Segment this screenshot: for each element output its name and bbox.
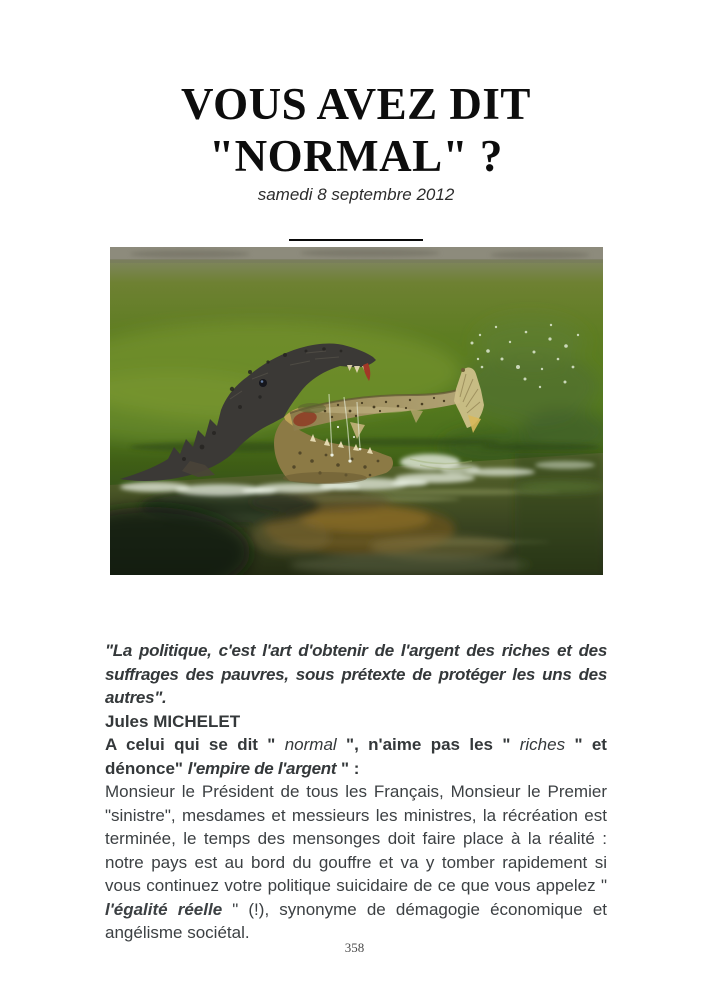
quote-paragraph [105, 639, 607, 710]
article-body [105, 639, 607, 945]
title-line-1: VOUS AVEZ DIT [181, 79, 531, 129]
address-word-empire: l'empire de l'argent [187, 758, 337, 778]
address-paragraph [105, 733, 607, 780]
crocodile-fish-photo [110, 247, 603, 575]
title-line-2: "NORMAL" ? [209, 131, 503, 181]
address-seg-3: ", n'aime pas les " [336, 735, 520, 754]
quote-author: Jules MICHELET [105, 711, 241, 731]
address-word-normal: normal [284, 735, 337, 754]
page-title [105, 78, 607, 182]
address-word-riches: riches [519, 735, 566, 754]
main-paragraph-part-1: Monsieur le Président de tous les Français, Monsieur le Premier "sinistre", mesdames et messieurs les ministres, la récréation est terminée, le temps des mensonges doit faire place à la réalité : notre pays est au bord du gouffre et va y tomber rapidement si vous continuez votre politique suicidaire de ce que vous appelez " [105, 782, 607, 895]
page-number: 358 [344, 940, 365, 955]
content-column [0, 78, 709, 945]
quote-text: "La politique, c'est l'art d'obtenir de l'argent des riches et des suffrages des pauvres, sous prétexte de protéger les uns des autres". [105, 641, 607, 707]
address-seg-5: " et dénonce" [105, 735, 607, 778]
article-photo [110, 247, 603, 575]
divider-rule [289, 239, 423, 241]
main-paragraph-part-2: " (!), synonyme de démagogie économique et angélisme sociétal. [105, 899, 607, 942]
crocodile-eye [259, 379, 267, 387]
address-seg-1: A celui qui se dit " [105, 735, 285, 754]
main-paragraph [105, 780, 607, 945]
address-seg-7: " : [336, 758, 360, 778]
publication-date: samedi 8 septembre 2012 [257, 185, 455, 204]
main-paragraph-emphasis: l'égalité réelle [105, 899, 223, 919]
